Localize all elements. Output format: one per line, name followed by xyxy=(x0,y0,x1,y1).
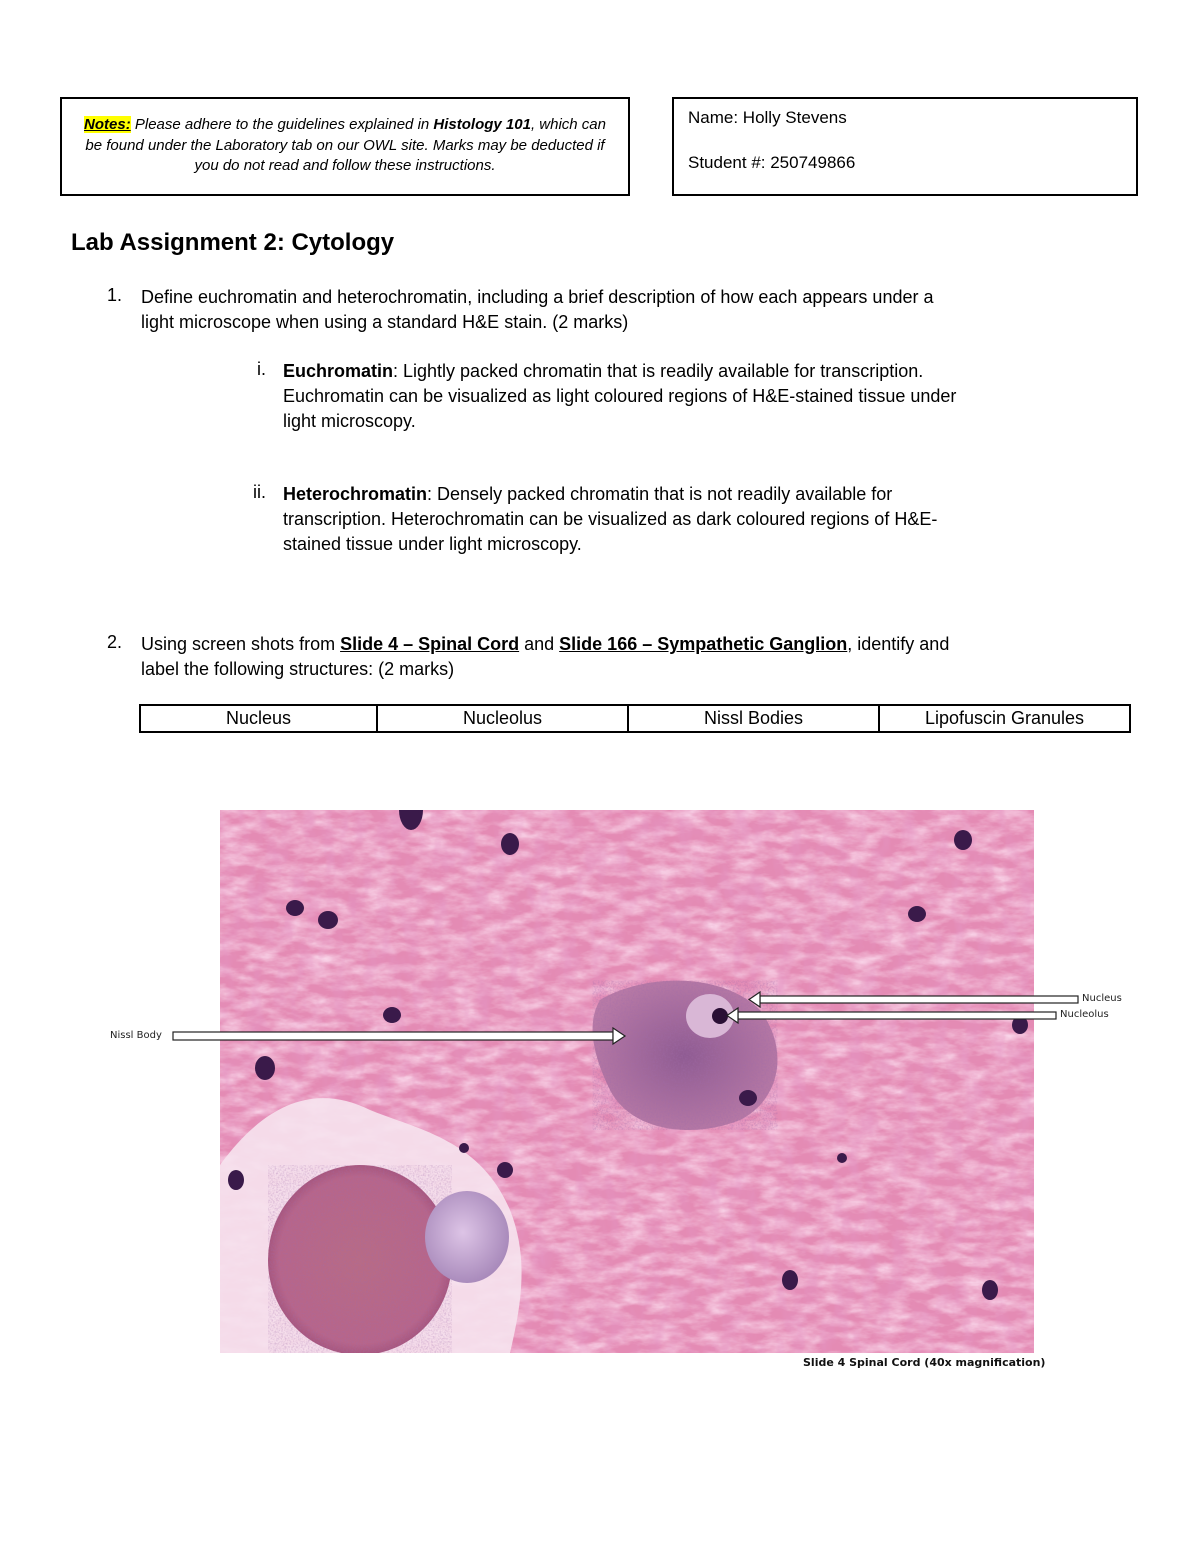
notes-label: Notes: xyxy=(84,116,131,133)
answer-euchromatin-term: Euchromatin xyxy=(283,361,394,381)
page-title: Lab Assignment 2: Cytology xyxy=(71,229,395,256)
neuron-nucleolus xyxy=(712,1008,728,1024)
answer-i-number: i. xyxy=(257,359,266,379)
slide-166-reference: Slide 166 – Sympathetic Ganglion xyxy=(559,634,848,654)
question-1-line-2: light microscope when using a standard H&E stain. (2 marks) xyxy=(141,312,629,332)
notes-text xyxy=(76,115,614,177)
question-2-pre: Using screen shots from xyxy=(141,634,341,654)
answer-ii-number: ii. xyxy=(253,482,266,502)
answer-heterochromatin-line-2: transcription. Heterochromatin can be visualized as dark coloured regions of H&E- xyxy=(283,509,938,529)
notes-text-1: Please adhere to the guidelines explained in xyxy=(130,116,434,133)
question-2-number: 2. xyxy=(107,632,123,652)
question-2-line-2: label the following structures: (2 marks) xyxy=(141,659,455,679)
student-info-box xyxy=(672,97,1138,196)
question-2-post: , identify and xyxy=(847,634,950,654)
notes-course-name: Histology 101 xyxy=(433,116,531,133)
structure-cell-lipofuscin: Lipofuscin Granules xyxy=(924,708,1085,728)
answer-heterochromatin xyxy=(283,482,1113,557)
answer-heterochromatin-term: Heterochromatin xyxy=(283,484,428,504)
label-nucleolus: Nucleolus xyxy=(1060,1009,1109,1020)
student-name: Name: Holly Stevens xyxy=(688,108,847,127)
question-2-text xyxy=(141,632,1131,682)
label-nucleus: Nucleus xyxy=(1082,993,1122,1004)
slide-4-reference: Slide 4 – Spinal Cord xyxy=(340,634,520,654)
answer-heterochromatin-line-3: stained tissue under light microscopy. xyxy=(283,534,582,554)
answer-heterochromatin-line-1: : Densely packed chromatin that is not readily available for xyxy=(427,484,893,504)
question-2-mid: and xyxy=(519,634,560,654)
structure-cell-nucleolus: Nucleolus xyxy=(378,706,629,731)
notes-box xyxy=(60,97,630,196)
structure-cell-nucleus: Nucleus xyxy=(141,706,378,731)
notes-text-2: , which can be found under the Laboratory tab on our OWL site. Marks may be deducted if you do not read and follow these instructions. xyxy=(85,116,606,174)
answer-euchromatin xyxy=(283,359,1113,434)
answer-euchromatin-line-3: light microscopy. xyxy=(283,411,416,431)
question-1-number: 1. xyxy=(107,285,123,305)
question-1-text xyxy=(141,285,1121,335)
answer-euchromatin-line-1: : Lightly packed chromatin that is readily available for transcription. xyxy=(393,361,924,381)
figure-caption: Slide 4 Spinal Cord (40x magnification) xyxy=(803,1356,1046,1369)
structures-table xyxy=(139,704,1131,733)
large-cell-texture xyxy=(268,1165,452,1353)
student-number: Student #: 250749866 xyxy=(688,153,856,172)
answer-euchromatin-line-2: Euchromatin can be visualized as light coloured regions of H&E-stained tissue under xyxy=(283,386,957,406)
structure-cell-nissl-bodies: Nissl Bodies xyxy=(629,706,880,731)
spinal-cord-micrograph xyxy=(220,810,1034,1353)
label-nissl-body: Nissl Body xyxy=(110,1030,162,1041)
question-1-line-1: Define euchromatin and heterochromatin, including a brief description of how each appears under a xyxy=(141,287,934,307)
vacuole xyxy=(425,1191,509,1283)
